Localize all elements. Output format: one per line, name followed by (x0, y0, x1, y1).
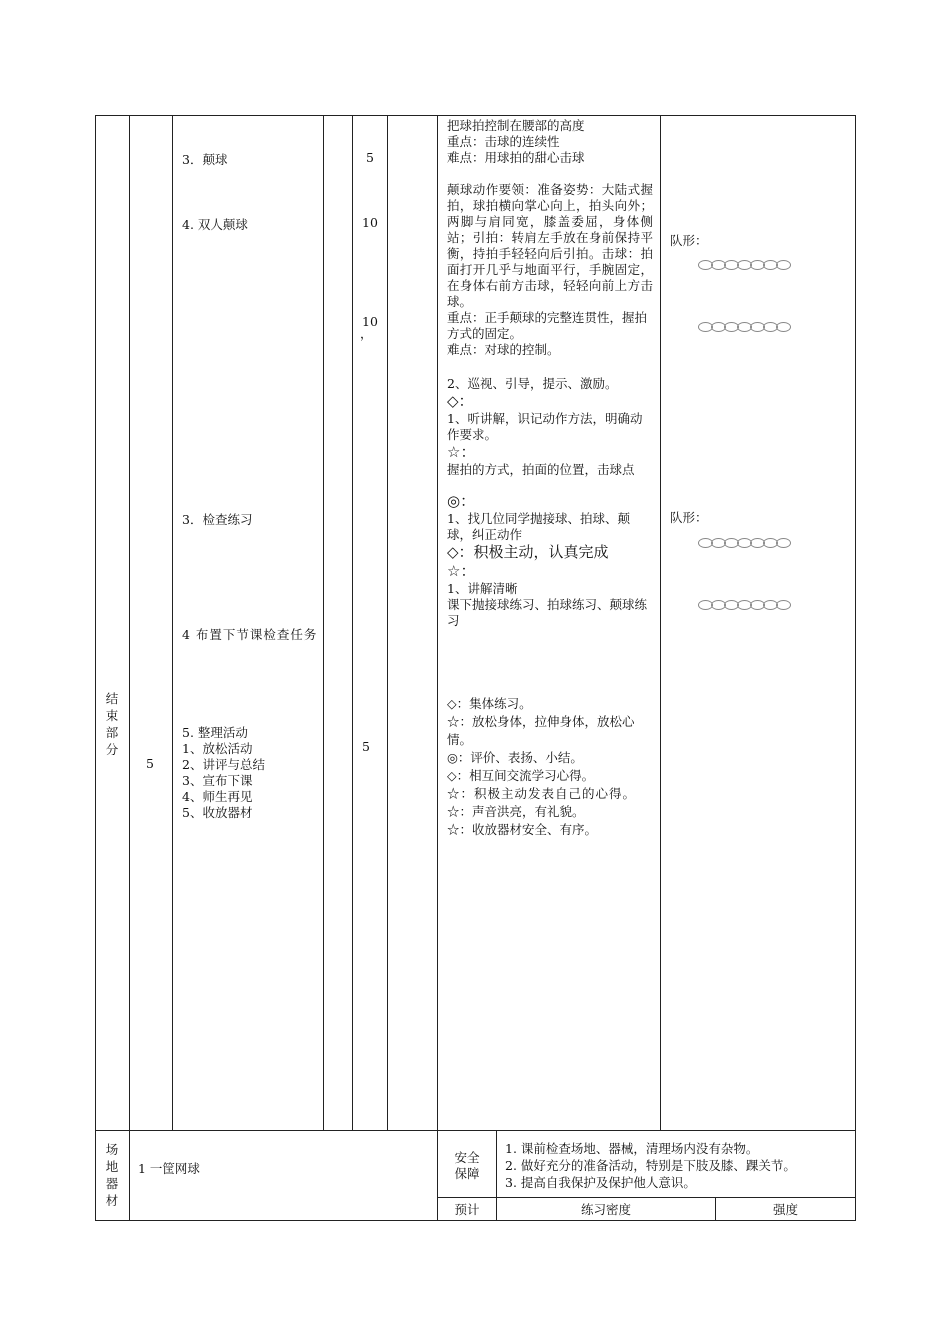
method-difficulty: 难点：对球的控制。 (447, 342, 560, 357)
time-check-mark: ， (360, 326, 373, 341)
method-line: ◇：相互间交流学习心得。 (447, 768, 595, 783)
cooldown-list (182, 741, 265, 821)
safety-item: 1. 课前检查场地、器械，清理场内没有杂物。 (505, 1141, 759, 1156)
cooldown-item: 4、师生再见 (182, 789, 253, 804)
density-label: 练习密度 (580, 1202, 631, 1217)
time-juggle: 5 (366, 150, 374, 165)
estimate-label: 预计 (454, 1202, 480, 1217)
formation-row-icon (698, 322, 789, 332)
time-pair-juggle: 10 (362, 215, 378, 230)
content-item-cooldown: 5. 整理活动 (182, 725, 248, 740)
venue-label: 场地器材 (105, 1142, 119, 1208)
method-line: ◇：集体练习。 (447, 696, 532, 711)
cooldown-item: 2、讲评与总结 (182, 757, 265, 772)
formation-label: 队形： (670, 233, 708, 248)
safety-item: 2. 做好充分的准备活动，特别是下肢及膝、踝关节。 (505, 1158, 796, 1173)
method-keypoint: 重点：正手颠球的完整连贯性，握拍方式的固定。 (447, 310, 648, 341)
time-check: 10 (362, 314, 378, 329)
formation-row-icon (698, 260, 789, 270)
method-line: 难点：用球拍的甜心击球 (447, 150, 585, 165)
method-juggle-essentials: 颠球动作要领：准备姿势：大陆式握拍，球拍横向掌心向上，拍头向外；两脚与肩同宽，膝盖委屈，身体侧站；引拍：转肩左手放在身前保持平衡，持拍手轻轻向后引拍。击球：拍面打开几乎与地面平行，手腕固定，在身体右前方击球，轻轻向前上方击球。 (447, 182, 653, 309)
content-item-pair-juggle: 4. 双人颠球 (182, 217, 248, 232)
safety-item: 3. 提高自我保护及保护他人意识。 (505, 1175, 696, 1190)
method-line: 1、听讲解，识记动作方法，明确动作要求。 (447, 411, 643, 442)
method-line: ☆：声音洪亮，有礼貌。 (447, 804, 585, 819)
time-cooldown: 5 (362, 739, 370, 754)
intensity-label: 强度 (772, 1202, 798, 1217)
method-line: ◎：评价、表扬、小结。 (447, 750, 583, 765)
safety-list (505, 1140, 796, 1191)
method-line: 把球拍控制在腰部的高度 (447, 118, 585, 133)
section-minutes: 5 (146, 756, 154, 771)
method-line: 重点：击球的连续性 (447, 134, 560, 149)
method-line: 握拍的方式，拍面的位置，击球点 (447, 462, 635, 477)
method-line: 1、找几位同学抛接球、拍球、颠球，纠正动作 (447, 511, 630, 542)
method-line: ☆：收放器材安全、有序。 (447, 822, 598, 837)
method-line: 1、讲解清晰 (447, 581, 518, 596)
cooldown-item: 1、放松活动 (182, 741, 253, 756)
method-line: 2、巡视、引导，提示、激励。 (447, 376, 618, 391)
formation-label: 队形： (670, 510, 708, 525)
method-line: ☆：积极主动发表自己的心得。 (447, 786, 637, 801)
formation-row-icon (698, 538, 789, 548)
content-item-juggle: 3．颠球 (182, 152, 228, 167)
method-line: 课下抛接球练习、拍球练习、颠球练习 (447, 597, 648, 628)
content-item-check-practice: 3．检查练习 (182, 512, 253, 527)
method-symbol: ◇： (447, 392, 474, 410)
content-item-assign-task: 4 布置下节课检查任务 (182, 627, 318, 642)
method-symbol: ☆： (447, 443, 476, 461)
cooldown-item: 5、收放器材 (182, 805, 253, 820)
method-symbol: ☆： (447, 562, 476, 580)
section-label: 结束部分 (105, 691, 119, 757)
cooldown-item: 3、宣布下课 (182, 773, 253, 788)
safety-label: 安全保障 (454, 1150, 480, 1181)
methods-column (447, 118, 653, 839)
method-line: ☆：放松身体，拉伸身体，放松心情。 (447, 714, 635, 747)
formation-row-icon (698, 600, 789, 610)
method-symbol: ◎： (447, 492, 476, 510)
venue-value: 1 一筐网球 (138, 1161, 200, 1176)
method-line: ◇：积极主动，认真完成 (447, 543, 609, 561)
